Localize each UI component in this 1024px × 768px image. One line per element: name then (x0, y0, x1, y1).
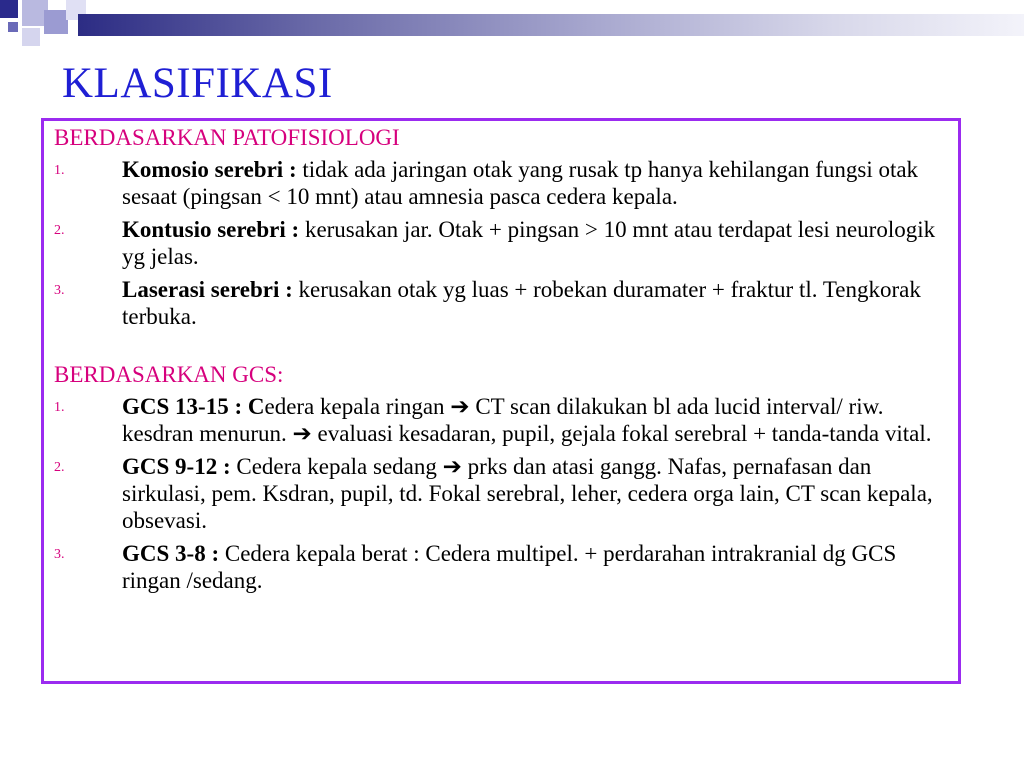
decorative-square (44, 10, 68, 34)
section-heading: BERDASARKAN PATOFISIOLOGI (54, 125, 400, 150)
item-number: 1. (54, 163, 65, 178)
decorative-square (8, 22, 18, 32)
item-text (122, 393, 946, 447)
list-item (54, 540, 946, 594)
item-description: kerusakan otak yg luas + robekan duramater + fraktur tl. Tengkorak terbuka. (122, 277, 921, 329)
item-term: GCS 13-15 : C (122, 394, 265, 419)
list-item (54, 156, 946, 210)
item-number: 1. (54, 400, 65, 415)
item-number: 2. (54, 223, 65, 238)
item-term: GCS 9-12 : (122, 454, 231, 479)
section-heading: BERDASARKAN GCS: (54, 362, 284, 387)
item-term: Laserasi serebri : (122, 277, 293, 302)
item-text (122, 453, 946, 534)
item-number: 3. (54, 547, 65, 562)
slide-title: KLASIFIKASI (62, 60, 333, 107)
section-patofisiologi (54, 125, 946, 330)
item-term: Kontusio serebri : (122, 217, 300, 242)
item-text (122, 216, 946, 270)
item-text (122, 540, 946, 594)
item-text (122, 276, 946, 330)
item-description: kerusakan jar. Otak + pingsan > 10 mnt atau terdapat lesi neurologik yg jelas. (122, 217, 936, 269)
item-term: Komosio serebri : (122, 157, 297, 182)
decorative-square (22, 28, 40, 46)
item-description: edera kepala ringan ➔ CT scan dilakukan bl ada lucid interval/ riw. kesdran menurun. ➔ evaluasi kesadaran, pupil, gejala fokal serebral + tanda-tanda vital. (122, 394, 932, 446)
list-item (54, 216, 946, 270)
header-gradient-bar (78, 14, 1024, 36)
item-term: GCS 3-8 : (122, 541, 220, 566)
section-gcs (54, 362, 946, 594)
item-number: 3. (54, 283, 65, 298)
content-box (41, 118, 961, 684)
item-text (122, 156, 946, 210)
item-description: Cedera kepala sedang ➔ prks dan atasi gangg. Nafas, pernafasan dan sirkulasi, pem. Ksdran, pupil, td. Fokal serebral, leher, cedera orga lain, CT scan kepala, obsevasi. (122, 454, 933, 533)
item-number: 2. (54, 460, 65, 475)
list-item (54, 393, 946, 447)
list-item (54, 453, 946, 534)
list-item (54, 276, 946, 330)
item-description: tidak ada jaringan otak yang rusak tp hanya kehilangan fungsi otak sesaat (pingsan < 10 mnt) atau amnesia pasca cedera kepala. (122, 157, 919, 209)
item-description: Cedera kepala berat : Cedera multipel. + perdarahan intrakranial dg GCS ringan /sedang. (122, 541, 897, 593)
decorative-square (0, 0, 18, 18)
